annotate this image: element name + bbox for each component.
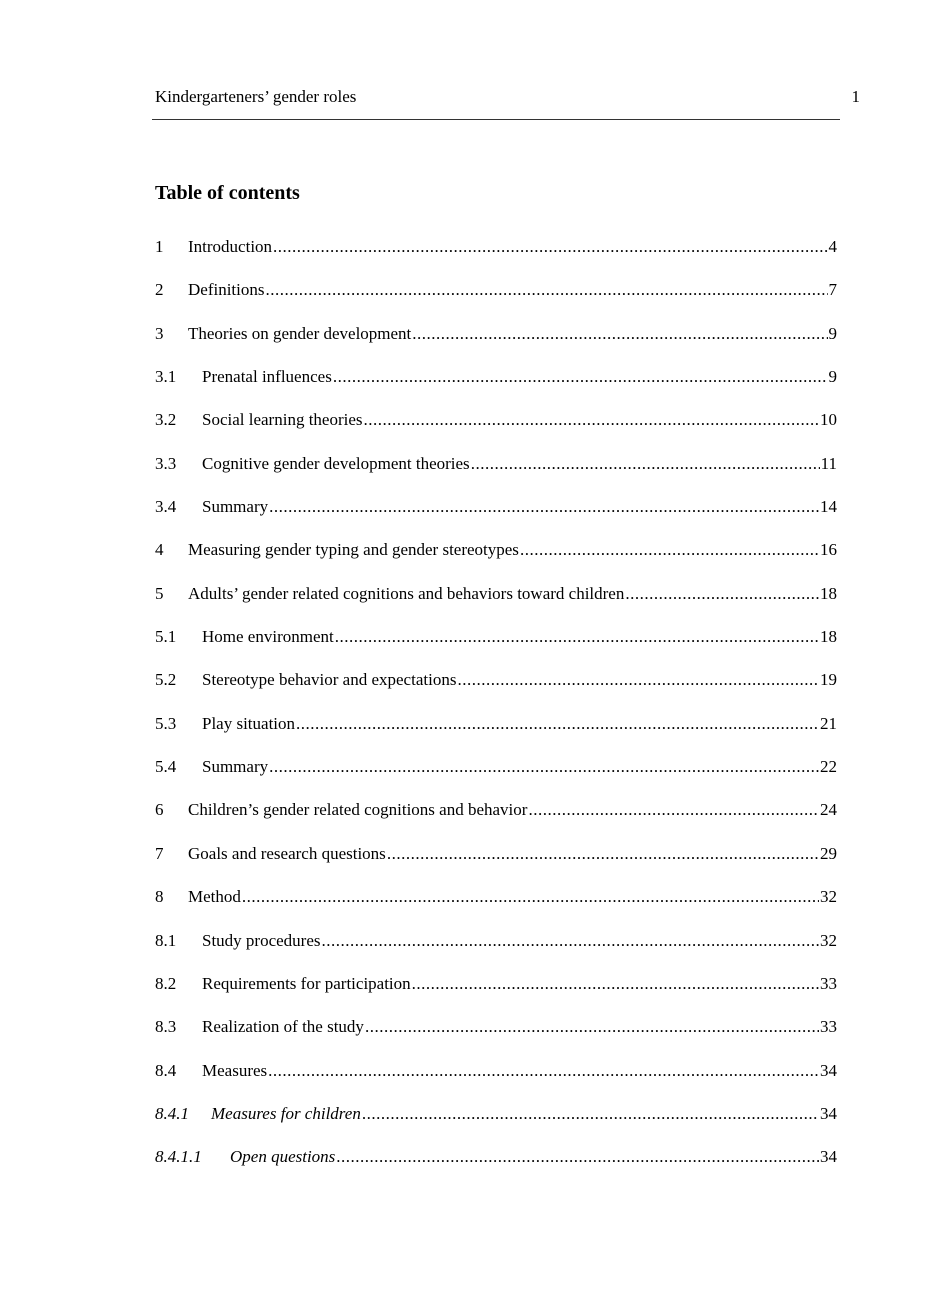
toc-entry[interactable] (155, 669, 837, 712)
toc-entry-page: 34 (820, 1103, 837, 1123)
toc-dot-leader (412, 973, 819, 995)
toc-entry[interactable] (155, 366, 837, 409)
toc-entry-page: 19 (820, 670, 837, 690)
toc-dot-leader (362, 1103, 819, 1125)
toc-entry-number: 6 (155, 800, 164, 820)
toc-entry-page: 18 (820, 583, 837, 603)
toc-entry-label: Theories on gender development (188, 323, 412, 343)
toc-entry-page: 14 (820, 497, 837, 517)
toc-entry[interactable] (155, 973, 837, 1016)
toc-dot-leader (273, 236, 827, 258)
toc-dot-leader (266, 279, 828, 301)
toc-entry-label: Children’s gender related cognitions and behavior (188, 800, 528, 820)
toc-entry-number: 8.1 (155, 930, 177, 950)
toc-dot-leader (335, 626, 819, 648)
toc-entry-number: 5.1 (155, 627, 177, 647)
toc-entry-label: Summary (202, 497, 269, 517)
toc-entry-label: Study procedures (202, 930, 321, 950)
toc-entry-page: 22 (820, 757, 837, 777)
toc-entry-page: 32 (820, 930, 837, 950)
toc-entry[interactable] (155, 496, 837, 539)
toc-entry-label: Introduction (188, 237, 273, 256)
toc-entry[interactable] (155, 1060, 837, 1103)
toc-entry-page: 34 (820, 1060, 837, 1080)
toc-entry-number: 2 (155, 280, 164, 300)
toc-entry-page: 9 (828, 367, 837, 387)
toc-dot-leader (387, 843, 819, 865)
toc-entry-label: Play situation (202, 713, 296, 733)
running-title: Kindergarteners’ gender roles (155, 87, 357, 106)
toc-entry-label: Stereotype behavior and expectations (202, 670, 457, 690)
toc-entry[interactable] (155, 1016, 837, 1059)
toc-dot-leader (322, 930, 819, 952)
toc-entry-label: Requirements for participation (202, 973, 411, 993)
toc-dot-leader (242, 886, 819, 908)
toc-entry-label: Prenatal influences (202, 367, 332, 387)
toc-entry-label: Adults’ gender related cognitions and behaviors toward children (188, 583, 625, 603)
toc-entry[interactable] (155, 886, 837, 929)
toc-entry[interactable] (155, 279, 837, 322)
toc-entry[interactable] (155, 799, 837, 842)
toc-entry-label: Method (188, 887, 241, 907)
toc-entry-page: 7 (828, 280, 837, 300)
toc-entry-label: Realization of the study (202, 1017, 364, 1037)
toc-entry-page: 4 (828, 237, 837, 256)
toc-entry[interactable] (155, 1103, 837, 1146)
toc-entry-number: 3.4 (155, 497, 177, 517)
toc-entry-number: 8.3 (155, 1017, 177, 1037)
toc-entry-number: 8.2 (155, 973, 177, 993)
toc-entry-page: 33 (820, 1017, 837, 1037)
toc-list (155, 236, 837, 1190)
toc-entry[interactable] (155, 236, 837, 279)
toc-entry-page: 21 (820, 713, 837, 733)
toc-entry-number: 3.2 (155, 410, 177, 430)
toc-dot-leader (269, 756, 819, 778)
toc-entry[interactable] (155, 1146, 837, 1189)
toc-entry[interactable] (155, 323, 837, 366)
toc-entry-label: Measures for children (211, 1103, 361, 1123)
toc-dot-leader (336, 1146, 819, 1168)
toc-entry[interactable] (155, 713, 837, 756)
toc-dot-leader (471, 453, 820, 475)
toc-entry-number: 7 (155, 843, 164, 863)
toc-dot-leader (365, 1016, 819, 1038)
toc-entry-page: 24 (820, 800, 837, 820)
toc-entry-page: 33 (820, 973, 837, 993)
toc-entry-number: 1 (155, 237, 164, 256)
toc-entry[interactable] (155, 626, 837, 669)
toc-entry[interactable] (155, 539, 837, 582)
toc-entry-label: Social learning theories (202, 410, 363, 430)
toc-dot-leader (333, 366, 828, 388)
toc-entry-number: 8.4 (155, 1060, 177, 1080)
toc-entry[interactable] (155, 453, 837, 496)
toc-entry-number: 5.2 (155, 670, 177, 690)
toc-entry-page: 9 (828, 323, 837, 343)
toc-entry-number: 8 (155, 887, 164, 907)
toc-entry-label: Goals and research questions (188, 843, 386, 863)
page-number: 1 (851, 87, 860, 106)
toc-entry-number: 8.4.1.1 (155, 1147, 202, 1167)
toc-entry-page: 11 (820, 453, 837, 473)
toc-dot-leader (296, 713, 819, 735)
toc-entry[interactable] (155, 756, 837, 799)
toc-entry-label: Measuring gender typing and gender stereotypes (188, 540, 519, 560)
toc-entry-label: Open questions (230, 1147, 336, 1167)
toc-entry-page: 10 (820, 410, 837, 430)
toc-entry-page: 16 (820, 540, 837, 560)
toc-entry-number: 8.4.1 (155, 1103, 189, 1123)
toc-dot-leader (268, 1060, 819, 1082)
toc-entry-number: 3.3 (155, 453, 177, 473)
toc-entry-label: Measures (202, 1060, 268, 1080)
toc-dot-leader (269, 496, 819, 518)
toc-entry-number: 5.4 (155, 757, 177, 777)
toc-entry-label: Definitions (188, 280, 265, 300)
toc-entry-number: 3 (155, 323, 164, 343)
toc-entry-label: Home environment (202, 627, 334, 647)
toc-entry[interactable] (155, 843, 837, 886)
toc-entry[interactable] (155, 930, 837, 973)
toc-entry-page: 34 (820, 1147, 837, 1167)
toc-entry[interactable] (155, 583, 837, 626)
toc-entry-label: Summary (202, 757, 269, 777)
toc-dot-leader (528, 799, 819, 821)
toc-entry-page: 32 (820, 887, 837, 907)
toc-entry[interactable] (155, 409, 837, 452)
toc-entry-page: 29 (820, 843, 837, 863)
toc-entry-number: 5.3 (155, 713, 177, 733)
toc-entry-page: 18 (820, 627, 837, 647)
toc-entry-number: 3.1 (155, 367, 177, 387)
header-divider (152, 119, 840, 120)
toc-dot-leader (625, 583, 819, 605)
toc-dot-leader (457, 669, 819, 691)
toc-entry-label: Cognitive gender development theories (202, 453, 470, 473)
toc-entry-number: 4 (155, 540, 164, 560)
toc-entry-number: 5 (155, 583, 164, 603)
toc-heading: Table of contents (155, 182, 300, 204)
toc-dot-leader (364, 409, 819, 431)
toc-dot-leader (412, 323, 827, 345)
toc-dot-leader (520, 539, 819, 561)
